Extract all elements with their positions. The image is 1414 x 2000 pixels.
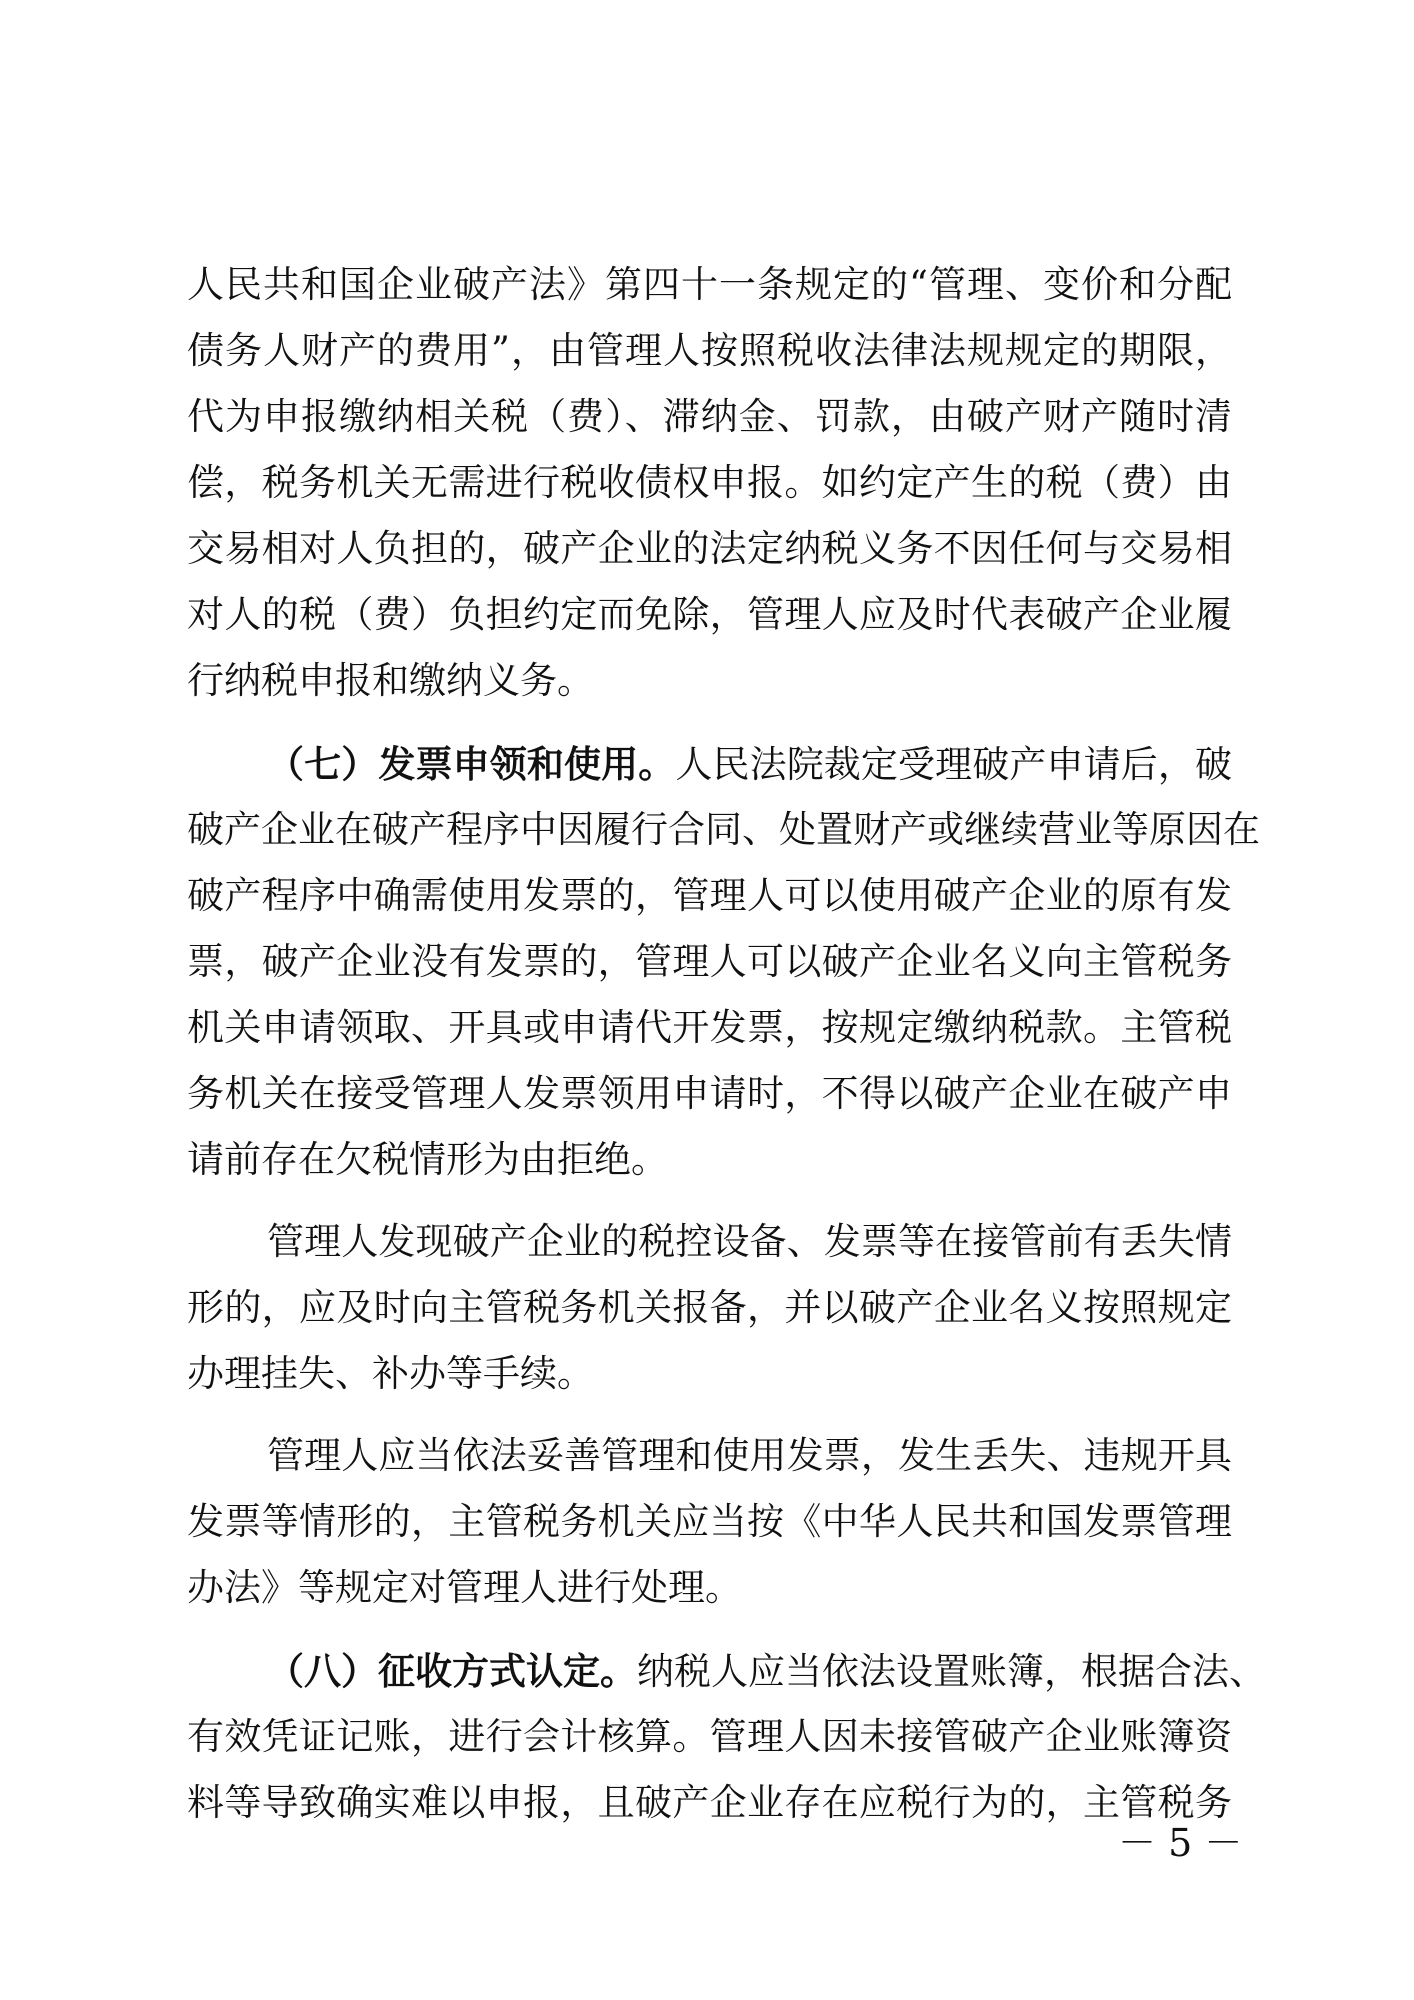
paragraph-line: 务机关在接受管理人发票领用申请时，不得以破产企业在破产申 bbox=[187, 1072, 1232, 1115]
paragraph-line: 管理人发现破产企业的税控设备、发票等在接管前有丢失情 bbox=[267, 1220, 1232, 1263]
paragraph-line: 交易相对人负担的，破产企业的法定纳税义务不因任何与交易相 bbox=[187, 527, 1232, 570]
section-eight-first-line-text: 纳税人应当依法设置账簿，根据合法、 bbox=[637, 1650, 1266, 1693]
section-seven-heading: （七）发票申领和使用。 bbox=[267, 742, 676, 786]
paragraph-line: 机关申请领取、开具或申请代开发票，按规定缴纳税款。主管税 bbox=[187, 1006, 1232, 1049]
paragraph-line: 发票等情形的，主管税务机关应当按《中华人民共和国发票管理 bbox=[187, 1500, 1232, 1543]
paragraph-line: 办理挂失、补办等手续。 bbox=[187, 1352, 594, 1395]
paragraph-line: 行纳税申报和缴纳义务。 bbox=[187, 659, 594, 702]
paragraph-line: 料等导致确实难以申报，且破产企业存在应税行为的，主管税务 bbox=[187, 1781, 1232, 1824]
section-seven-first-line-text: 人民法院裁定受理破产申请后，破 bbox=[675, 743, 1233, 786]
paragraph-line: 有效凭证记账，进行会计核算。管理人因未接管破产企业账簿资 bbox=[187, 1715, 1232, 1758]
paragraph-line: 形的，应及时向主管税务机关报备，并以破产企业名义按照规定 bbox=[187, 1286, 1232, 1329]
paragraph-line: 管理人应当依法妥善管理和使用发票，发生丢失、违规开具 bbox=[267, 1434, 1232, 1477]
page-number: － 5 － bbox=[1118, 1821, 1243, 1865]
paragraph-line: 请前存在欠税情形为由拒绝。 bbox=[187, 1138, 668, 1181]
section-eight-heading: （八）征收方式认定。 bbox=[267, 1649, 637, 1693]
section-seven-first-line bbox=[267, 731, 1232, 797]
paragraph-line: 破产企业在破产程序中因履行合同、处置财产或继续营业等原因在 bbox=[187, 808, 1260, 851]
paragraph-line: 办法》等规定对管理人进行处理。 bbox=[187, 1566, 742, 1609]
paragraph-line: 票，破产企业没有发票的，管理人可以破产企业名义向主管税务 bbox=[187, 940, 1232, 983]
paragraph-line: 人民共和国企业破产法》第四十一条规定的“管理、变价和分配 bbox=[187, 263, 1232, 306]
paragraph-line: 对人的税（费）负担约定而免除，管理人应及时代表破产企业履 bbox=[187, 593, 1232, 636]
paragraph-line: 代为申报缴纳相关税（费）、滞纳金、罚款，由破产财产随时清 bbox=[187, 395, 1232, 438]
section-eight-first-line bbox=[267, 1638, 1266, 1704]
paragraph-line: 债务人财产的费用”，由管理人按照税收法律法规规定的期限， bbox=[187, 329, 1232, 372]
paragraph-line: 偿，税务机关无需进行税收债权申报。如约定产生的税（费）由 bbox=[187, 461, 1232, 504]
paragraph-line: 破产程序中确需使用发票的，管理人可以使用破产企业的原有发 bbox=[187, 874, 1232, 917]
